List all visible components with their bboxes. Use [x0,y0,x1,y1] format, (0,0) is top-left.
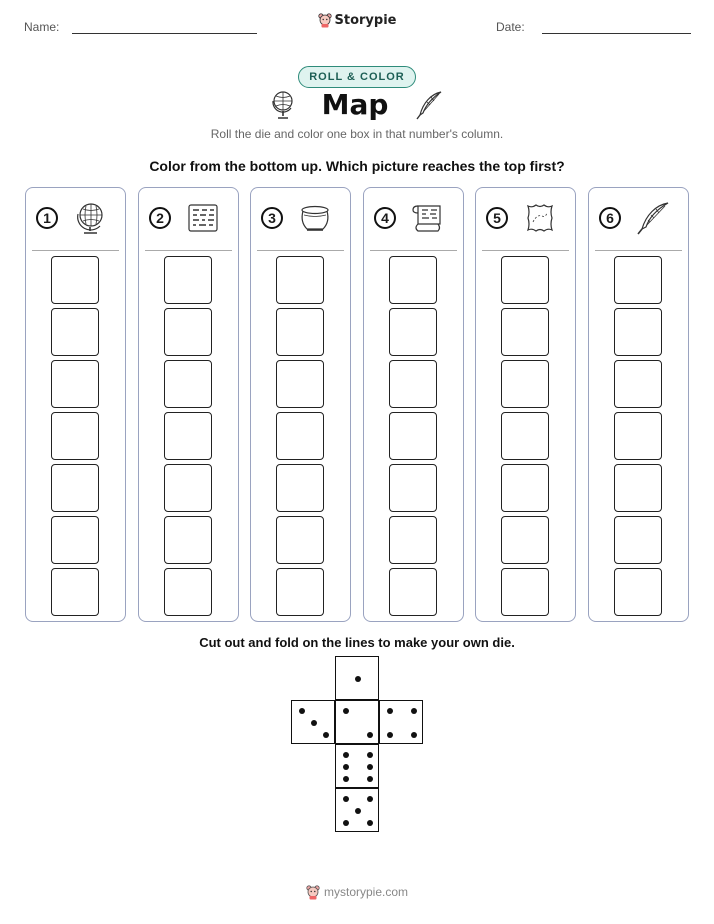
color-box[interactable] [276,516,324,564]
column-number: 1 [36,207,58,229]
footer-url[interactable]: mystorypie.com [323,885,409,899]
column-number: 5 [486,207,508,229]
old-map-icon [522,200,558,236]
color-box[interactable] [501,464,549,512]
color-box[interactable] [389,360,437,408]
color-box[interactable] [51,464,99,512]
quill-feather-icon [635,200,671,236]
color-box[interactable] [614,568,662,616]
die-face-5 [335,788,379,832]
column-3 [250,187,351,622]
pip [343,820,349,826]
pip [343,708,349,714]
pip [411,708,417,714]
column-divider [370,250,457,251]
globe-icon [270,89,296,121]
pip [367,752,373,758]
pip [367,764,373,770]
color-box[interactable] [51,516,99,564]
pip [367,820,373,826]
color-box[interactable] [389,516,437,564]
bear-mascot-icon [318,12,332,28]
brand-name: Storypie [334,12,397,28]
bear-mascot-icon [306,884,320,900]
color-box[interactable] [389,256,437,304]
column-4 [363,187,464,622]
subtitle: Roll the die and color one box in that number's column. [210,127,504,141]
pip [343,796,349,802]
color-box[interactable] [389,412,437,460]
column-number: 6 [599,207,621,229]
color-box[interactable] [614,308,662,356]
name-line[interactable] [72,33,257,34]
column-5 [475,187,576,622]
column-6 [588,187,689,622]
pip [355,676,361,682]
color-box[interactable] [164,464,212,512]
die-face-3 [291,700,335,744]
color-box[interactable] [501,412,549,460]
die-face-6 [335,744,379,788]
column-number: 4 [374,207,396,229]
column-2 [138,187,239,622]
color-box[interactable] [614,412,662,460]
color-box[interactable] [389,308,437,356]
coordinates-grid-icon [185,200,221,236]
pip [387,732,393,738]
color-box[interactable] [164,360,212,408]
column-number: 3 [261,207,283,229]
color-box[interactable] [276,360,324,408]
pip [367,776,373,782]
column-divider [257,250,344,251]
color-box[interactable] [501,568,549,616]
date-line[interactable] [542,33,691,34]
footer [0,884,714,905]
color-box[interactable] [51,412,99,460]
map-scroll-icon [410,200,446,236]
quill-feather-icon [414,89,444,121]
page-title: Map [321,88,389,121]
column-divider [145,250,232,251]
column-divider [32,250,119,251]
color-box[interactable] [164,308,212,356]
pip [299,708,305,714]
instruction: Color from the bottom up. Which picture reaches the top first? [149,158,565,174]
color-box[interactable] [501,308,549,356]
color-box[interactable] [614,256,662,304]
column-1 [25,187,126,622]
brand-logo [0,12,714,33]
color-box[interactable] [164,256,212,304]
color-box[interactable] [501,256,549,304]
pip [387,708,393,714]
color-box[interactable] [276,568,324,616]
pip [367,732,373,738]
name-label: Name: [24,20,60,34]
pip [323,732,329,738]
color-box[interactable] [389,568,437,616]
color-box[interactable] [51,256,99,304]
color-box[interactable] [614,516,662,564]
color-box[interactable] [614,464,662,512]
color-box[interactable] [276,464,324,512]
pip [411,732,417,738]
color-box[interactable] [276,412,324,460]
pip [355,808,361,814]
color-box[interactable] [51,360,99,408]
column-divider [482,250,569,251]
die-instruction: Cut out and fold on the lines to make your own die. [199,635,515,650]
die-face-2 [335,700,379,744]
date-label: Date: [496,20,525,34]
color-box[interactable] [51,308,99,356]
color-box[interactable] [501,360,549,408]
color-box[interactable] [51,568,99,616]
activity-badge: ROLL & COLOR [0,66,714,88]
pip [311,720,317,726]
color-box[interactable] [164,412,212,460]
color-box[interactable] [501,516,549,564]
column-divider [595,250,682,251]
color-box[interactable] [164,568,212,616]
die-face-4 [379,700,423,744]
pip [343,764,349,770]
globe-icon [72,200,108,236]
column-number: 2 [149,207,171,229]
color-box[interactable] [614,360,662,408]
color-box[interactable] [389,464,437,512]
color-box[interactable] [276,308,324,356]
pot-icon [297,200,333,236]
title-row [0,88,714,121]
pip [343,752,349,758]
die-face-1 [335,656,379,700]
color-box[interactable] [164,516,212,564]
color-box[interactable] [276,256,324,304]
pip [367,796,373,802]
pip [343,776,349,782]
